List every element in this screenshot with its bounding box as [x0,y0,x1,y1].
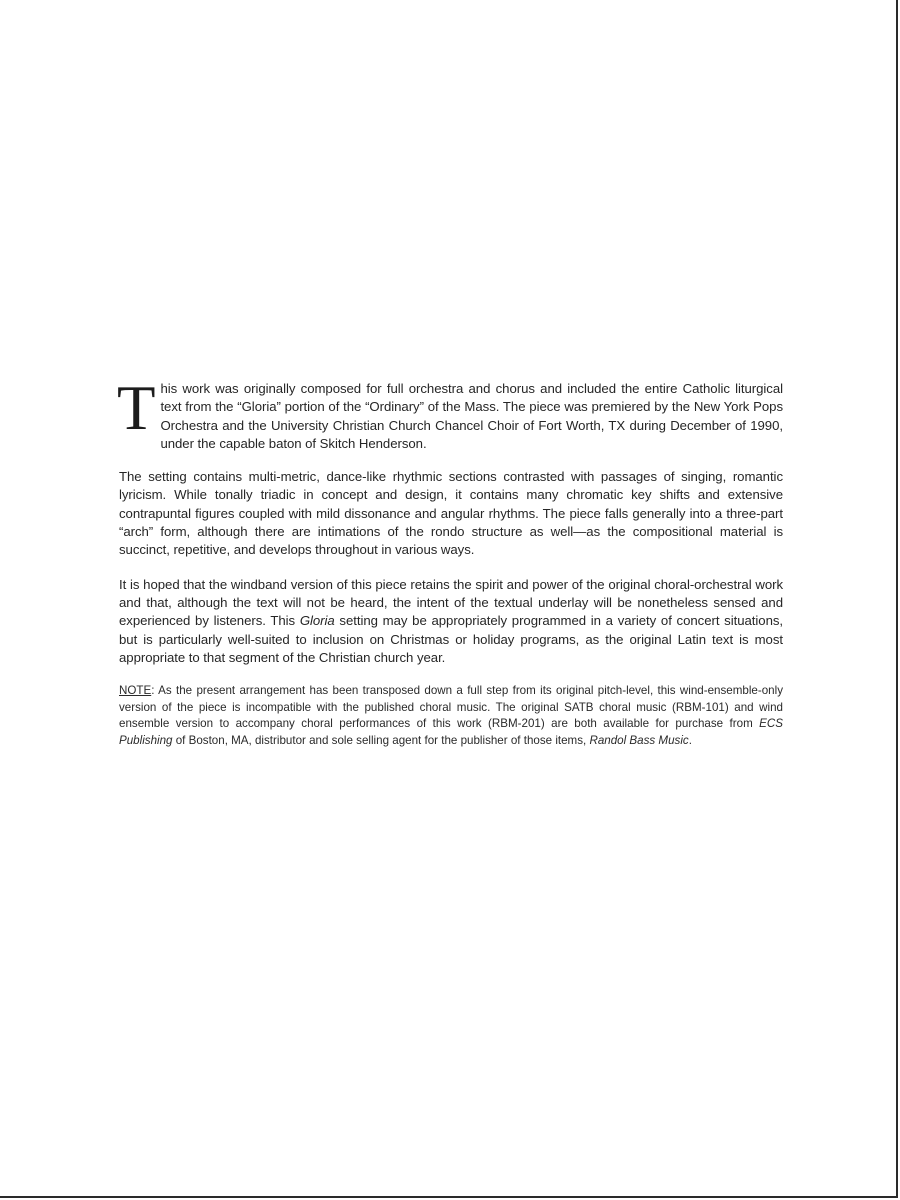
paragraph-windband [119,576,783,667]
program-notes [117,373,784,750]
drop-cap: T [117,373,156,443]
paragraph-windband-text-2: setting may be appropriately programmed in a variety of concert situations, but is particularly well-suited to inclusion on Christmas or holiday programs, as the original Latin text is most appropriate to that segment of the Christian church year. [119,613,784,665]
publisher-name: ECS Publishing [119,717,783,747]
paragraph-style: The setting contains multi-metric, dance-like rhythmic sections contrasted with passages of singing, romantic lyricism. While tonally triadic in concept and design, it contains many chromatic key shifts and extensive contrapuntal figures coupled with mild dissonance and angular rhythms. The piece falls generally into a three-part “arch” form, although there are intimations of the rondo structure as well—as the compositional material is succinct, repetitive, and develops throughout in various ways. [119,469,783,558]
note-text-3: . [688,733,692,747]
paragraph-history [117,373,783,453]
paragraph-windband-text-1: It is hoped that the windband version of this piece retains the spirit and power of the original choral-orchestral work and that, although the text will not be heard, the intent of the textual underlay will be nonetheless sensed and experienced by listeners. This [119,576,783,629]
paragraph-history-text: his work was originally composed for full orchestra and chorus and included the entire Catholic liturgical text from the “Gloria” portion of the “Ordinary” of the Mass. The piece was premiered by the New York Pops Orchestra and the University Christian Church Chancel Choir of Fort Worth, TX during December of 1990, under the capable baton of Skitch Henderson. [160,381,783,451]
note-paragraph [119,683,783,749]
gloria-title: Gloria [299,613,335,629]
note-label: NOTE [119,684,152,698]
music-publisher-name: Randol Bass Music [589,733,689,747]
note-text-2: of Boston, MA, distributor and sole selling agent for the publisher of those items, [172,733,590,747]
note-text-1: : As the present arrangement has been transposed down a full step from its original pitch-level, this wind-ensemble-only version of the piece is incompatible with the published choral music. The original SATB choral music (RBM-101) and wind ensemble version to accompany choral performances of this work (RBM-201) are both available for purchase from [119,684,783,731]
